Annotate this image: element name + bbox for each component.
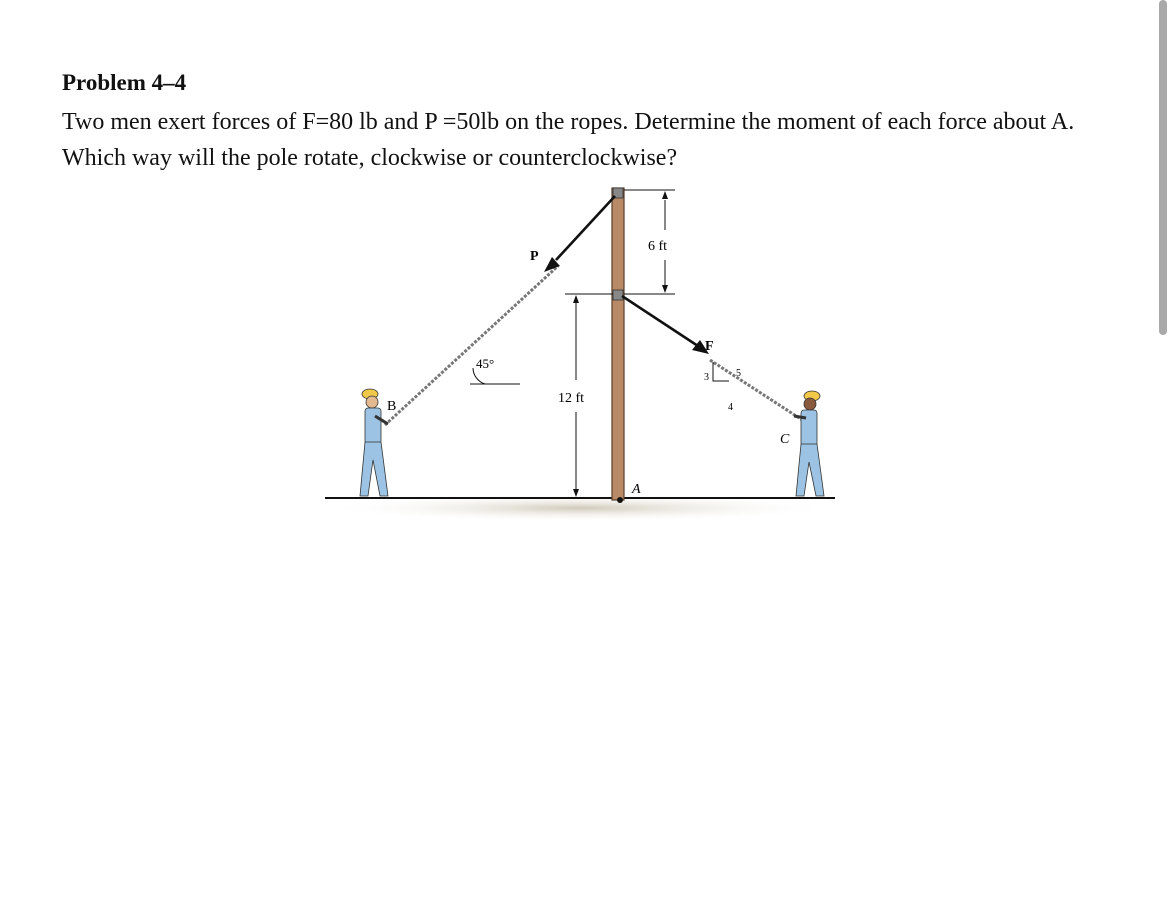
scrollbar[interactable] xyxy=(1156,0,1170,900)
label-slope-5: 5 xyxy=(736,368,741,379)
problem-figure xyxy=(320,180,840,520)
mid-pulley xyxy=(613,290,623,300)
scrollbar-thumb[interactable] xyxy=(1159,0,1167,335)
dim-6ft-arrow-bottom xyxy=(662,285,668,293)
rope-b xyxy=(385,266,558,425)
worker-b xyxy=(360,389,388,496)
pole xyxy=(612,188,624,500)
label-p: P xyxy=(530,249,539,264)
worker-c xyxy=(794,391,824,496)
label-f: F xyxy=(705,339,714,354)
label-a: A xyxy=(632,482,641,497)
label-c: C xyxy=(780,432,790,447)
label-b: B xyxy=(387,399,397,414)
label-dim-12ft: 12 ft xyxy=(558,391,585,406)
problem-title: Problem 4–4 xyxy=(62,70,187,95)
label-dim-6ft: 6 ft xyxy=(648,239,668,254)
label-slope-4: 4 xyxy=(728,402,733,413)
point-a-dot xyxy=(617,497,623,503)
pole-diagram xyxy=(320,180,840,520)
force-f-line xyxy=(622,296,698,346)
force-p-line xyxy=(556,196,615,260)
dim-12ft-arrow-top xyxy=(573,295,579,303)
problem-statement: Two men exert forces of F=80 lb and P =50lb on the ropes. Determine the moment of each force about A. Which way will the pole rotate, clockwise or counterclockwise? xyxy=(62,109,1075,171)
label-slope-3: 3 xyxy=(704,372,709,383)
dim-6ft-arrow-top xyxy=(662,191,668,199)
label-angle: 45° xyxy=(476,356,495,371)
